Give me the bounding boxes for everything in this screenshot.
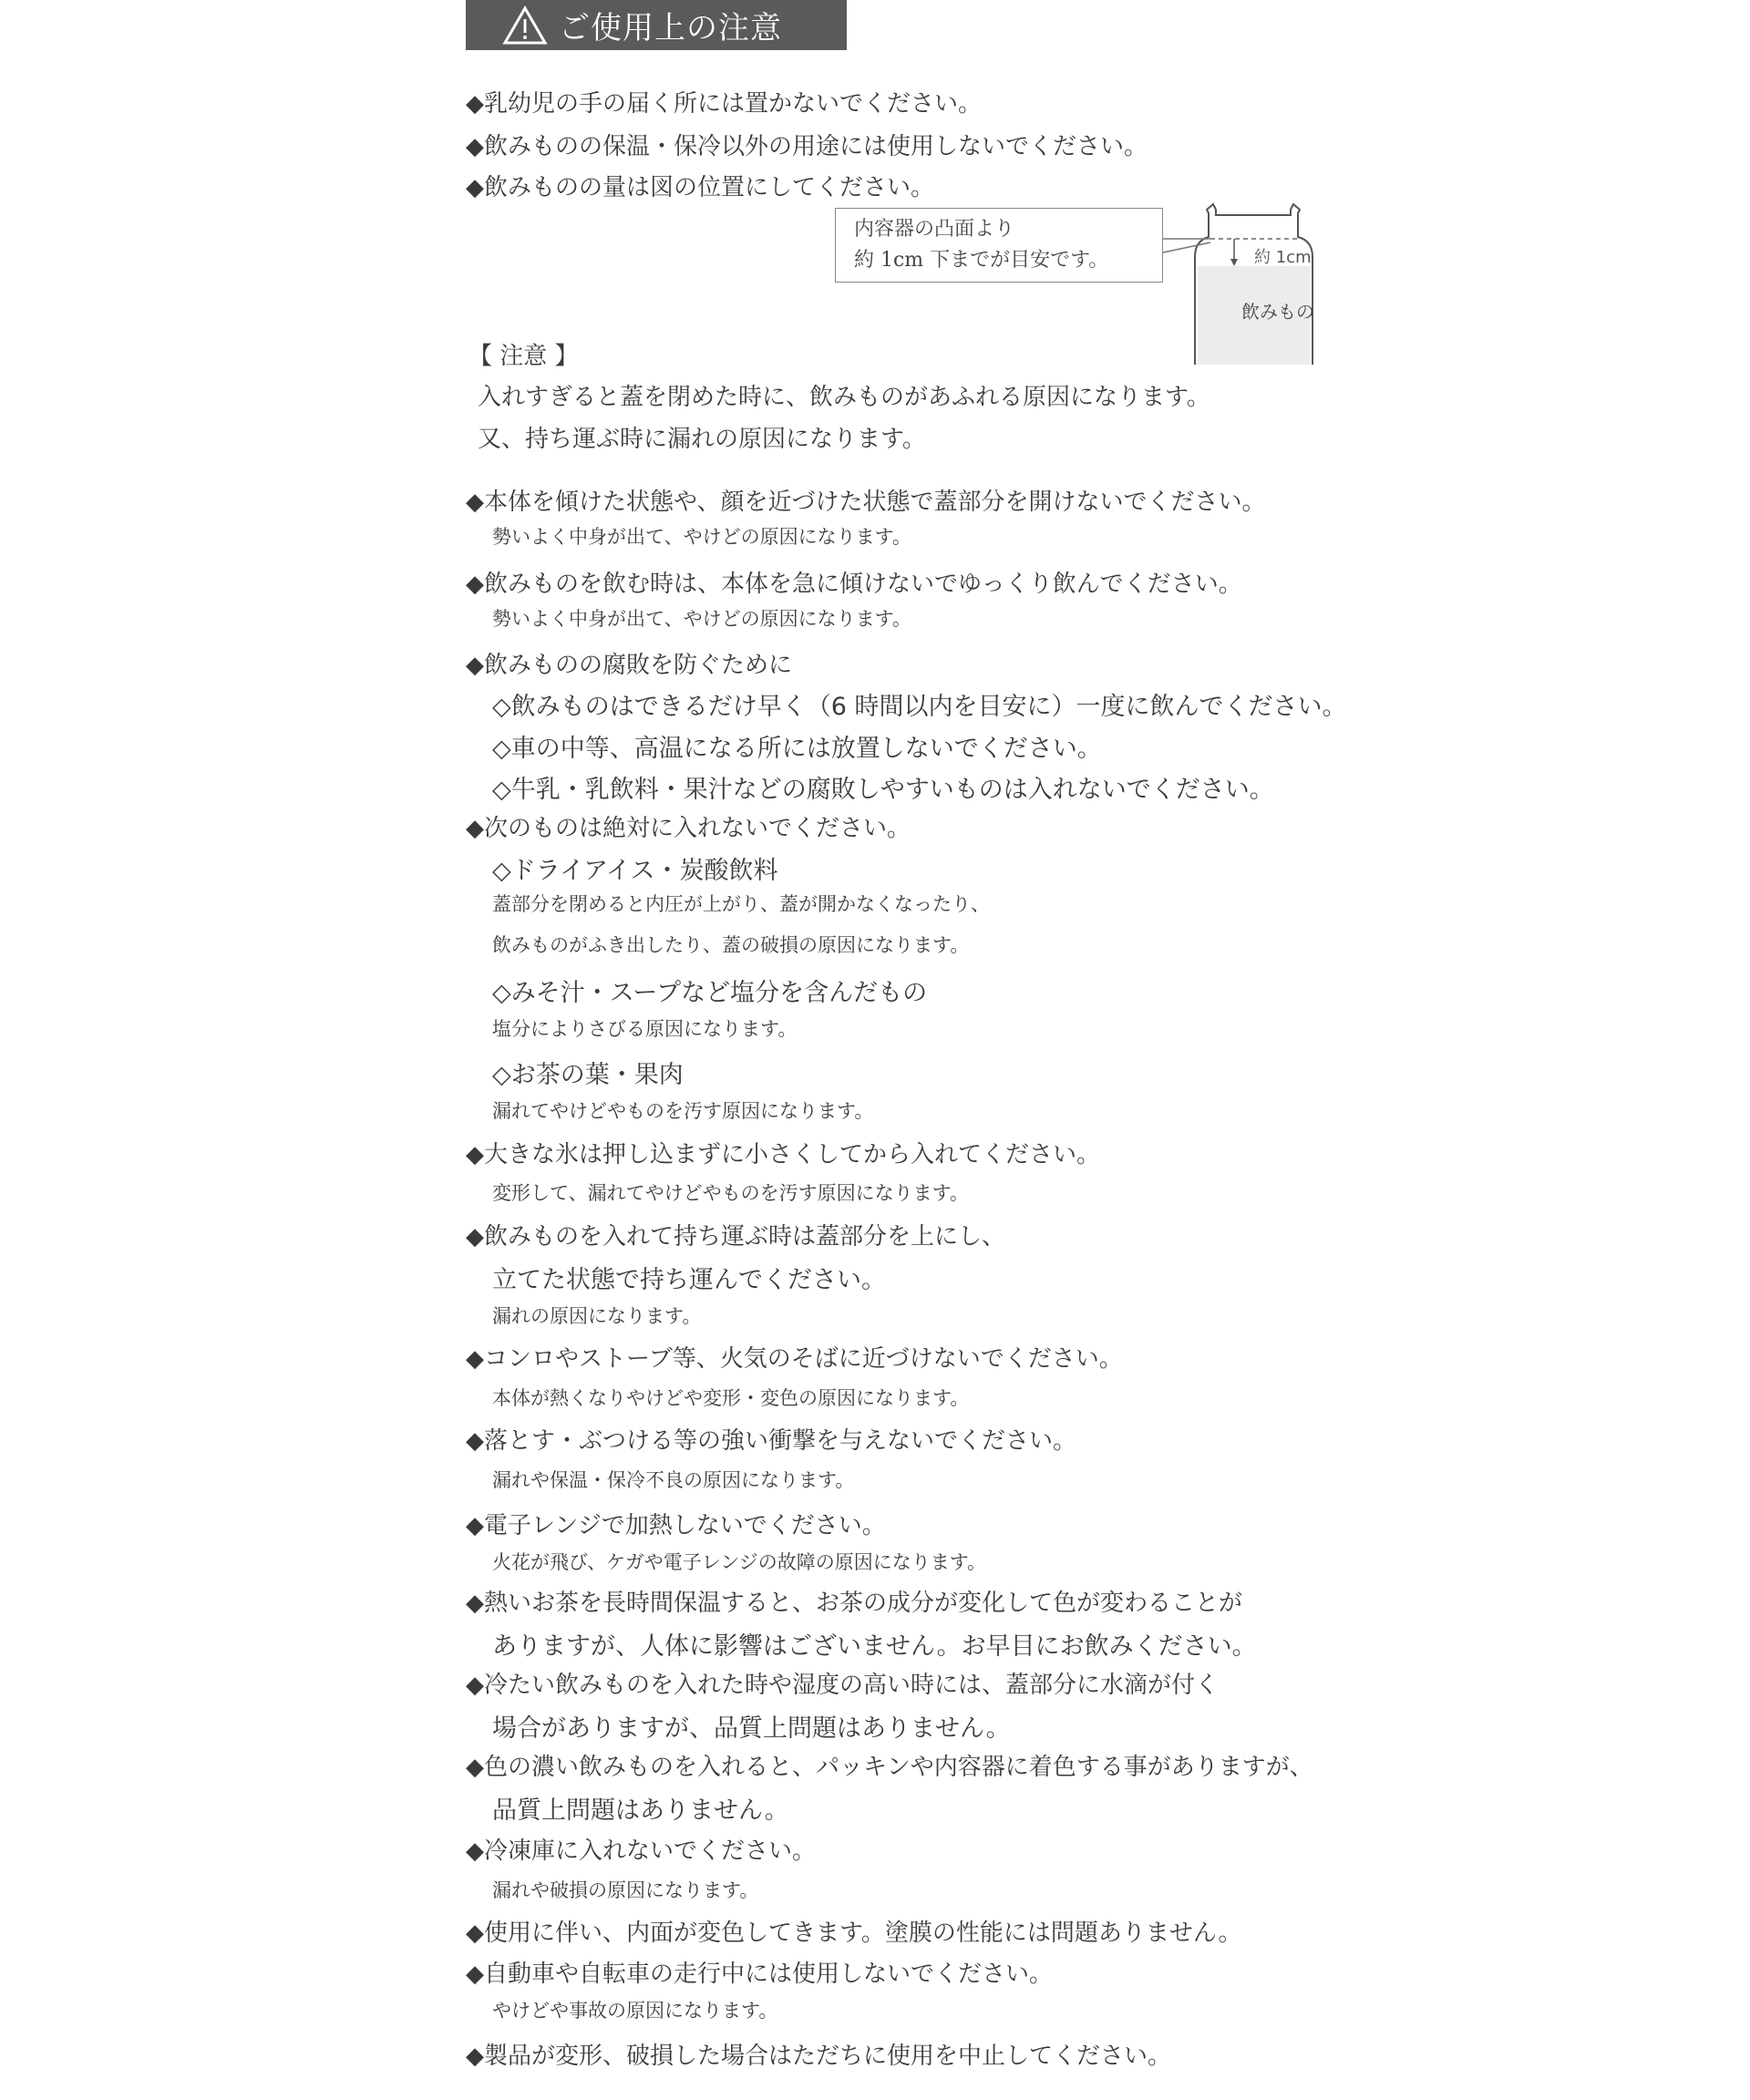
list-item: ◆電子レンジで加熱しないでください。 <box>466 1512 886 1539</box>
intro-line: ◆飲みものの量は図の位置にしてください。 <box>466 174 934 201</box>
list-item-detail: 飲みものがふき出したり、蓋の破損の原因になります。 <box>492 934 970 956</box>
list-item-detail: 本体が熱くなりやけどや変形・変色の原因になります。 <box>492 1387 970 1409</box>
list-item-continuation: 立てた状態で持ち運んでください。 <box>492 1266 886 1294</box>
caution-line: 入れすぎると蓋を閉めた時に、飲みものがあふれる原因になります。 <box>478 384 1210 411</box>
list-item: ◆本体を傾けた状態や、顔を近づけた状態で蓋部分を開けないでください。 <box>466 489 1266 516</box>
list-item-detail: 火花が飛び、ケガや電子レンジの故障の原因になります。 <box>492 1551 987 1573</box>
list-subitem: ◇牛乳・乳飲料・果汁などの腐敗しやすいものは入れないでください。 <box>492 776 1274 804</box>
list-item: ◆冷たい飲みものを入れた時や湿度の高い時には、蓋部分に水滴が付く <box>466 1672 1219 1699</box>
list-item: ◆次のものは絶対に入れないでください。 <box>466 815 911 842</box>
list-item: ◆大きな氷は押し込まずに小さくしてから入れてください。 <box>466 1141 1100 1168</box>
list-item-detail: 漏れや保温・保冷不良の原因になります。 <box>492 1469 855 1491</box>
caution-heading: 【 注意 】 <box>468 343 579 370</box>
list-item-detail: やけどや事故の原因になります。 <box>492 2000 778 2022</box>
list-item: ◆熱いお茶を長時間保温すると、お茶の成分が変化して色が変わることが <box>466 1590 1242 1617</box>
list-item: ◆落とす・ぶつける等の強い衝撃を与えないでください。 <box>466 1427 1076 1455</box>
intro-line: ◆飲みものの保温・保冷以外の用途には使用しないでください。 <box>466 133 1148 160</box>
list-item: ◆使用に伴い、内面が変色してきます。塗膜の性能には問題ありません。 <box>466 1920 1242 1947</box>
list-item-detail: 蓋部分を閉めると内圧が上がり、蓋が開かなくなったり、 <box>492 893 990 915</box>
list-item: ◆飲みものを入れて持ち運ぶ時は蓋部分を上にし、 <box>466 1223 1005 1251</box>
list-item: ◆冷凍庫に入れないでください。 <box>466 1838 816 1865</box>
list-item-detail: 勢いよく中身が出て、やけどの原因になります。 <box>492 526 911 548</box>
list-item-continuation: 場合がありますが、品質上問題はありません。 <box>492 1714 1011 1743</box>
callout-line: 約 1cm 下までが目安です。 <box>854 249 1109 272</box>
list-item: ◆コンロやストーブ等、火気のそばに近づけないでください。 <box>466 1345 1123 1373</box>
list-item-detail: 漏れや破損の原因になります。 <box>492 1879 759 1901</box>
list-item-detail: 漏れてやけどやものを汚す原因になります。 <box>492 1100 874 1122</box>
warning-icon <box>502 5 548 46</box>
list-item: ◆飲みものの腐敗を防ぐために <box>466 652 792 679</box>
caution-line: 又、持ち運ぶ時に漏れの原因になります。 <box>478 426 926 453</box>
callout-line: 内容器の凸面より <box>854 218 1015 241</box>
list-item: ◆製品が変形、破損した場合はただちに使用を中止してください。 <box>466 2043 1171 2070</box>
section-header <box>466 0 847 50</box>
list-item: ◆飲みものを飲む時は、本体を急に傾けないでゆっくり飲んでください。 <box>466 571 1242 598</box>
list-item-detail: 塩分によりさびる原因になります。 <box>492 1018 798 1040</box>
list-subitem: ◇車の中等、高温になる所には放置しないでください。 <box>492 735 1102 763</box>
list-item-detail: 変形して、漏れてやけどやものを汚す原因になります。 <box>492 1182 969 1204</box>
list-item: ◆色の濃い飲みものを入れると、パッキンや内容器に着色する事がありますが、 <box>466 1754 1313 1781</box>
liquid-label: 飲みもの <box>1241 301 1314 323</box>
list-item-detail: 漏れの原因になります。 <box>492 1305 702 1327</box>
list-item-detail: 勢いよく中身が出て、やけどの原因になります。 <box>492 608 911 630</box>
diagram-callout <box>835 208 1163 283</box>
list-item-continuation: 品質上問題はありません。 <box>492 1796 789 1825</box>
list-subitem: ◇お茶の葉・果肉 <box>492 1061 684 1089</box>
list-subitem: ◇ドライアイス・炭酸飲料 <box>492 857 778 885</box>
list-item-continuation: ありますが、人体に影響はございません。お早目にお飲みください。 <box>492 1632 1257 1661</box>
intro-line: ◆乳幼児の手の届く所には置かないでください。 <box>466 90 982 118</box>
list-subitem: ◇みそ汁・スープなど塩分を含んだもの <box>492 979 928 1007</box>
measure-label: 約 1cm <box>1254 248 1312 267</box>
list-item: ◆自動車や自転車の走行中には使用しないでください。 <box>466 1961 1053 1988</box>
section-title: ご使用上の注意 <box>559 10 782 46</box>
list-subitem: ◇飲みものはできるだけ早く（6 時間以内を目安に）一度に飲んでください。 <box>492 693 1347 721</box>
